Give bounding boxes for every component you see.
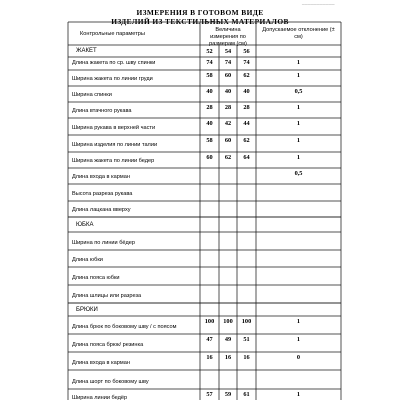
section-title: ЮБКА <box>76 221 94 228</box>
measurement-value: 40 <box>243 88 250 95</box>
measurement-value: 64 <box>243 154 250 161</box>
measurement-value: 40 <box>224 88 232 95</box>
measurement-value: 28 <box>206 104 213 111</box>
tolerance-value: 1 <box>296 104 301 111</box>
measurement-value: 62 <box>243 72 250 79</box>
measurement-value: 42 <box>224 120 232 127</box>
measurement-value: 16 <box>243 354 250 361</box>
document-title: ИЗМЕРЕНИЯ В ГОТОВОМ ВИДЕ <box>136 8 264 17</box>
parameter-label: Ширина жакета по линии груди <box>72 76 153 82</box>
measurement-value: 58 <box>206 137 213 144</box>
measurement-value: 57 <box>206 391 213 398</box>
tolerance-value: 1 <box>296 72 301 79</box>
measurement-value: 51 <box>243 336 250 343</box>
tolerance-value: 0,5 <box>294 170 303 177</box>
measurement-value: 40 <box>206 88 213 95</box>
tolerance-value: 1 <box>296 336 301 343</box>
parameter-label: Длина втачного рукава <box>72 108 132 114</box>
tolerance-value: 1 <box>296 59 301 66</box>
tolerance-value: 0 <box>296 354 301 361</box>
measurement-value: 61 <box>243 391 250 398</box>
tolerance-value: 1 <box>296 318 301 325</box>
measurement-value: 58 <box>206 72 213 79</box>
document-subtitle: ИЗДЕЛИЙ ИЗ ТЕКСТИЛЬНЫХ МАТЕРИАЛОВ <box>111 17 289 26</box>
parameter-label: Ширина изделия по линии талии <box>72 142 158 148</box>
measurement-value: 60 <box>224 72 232 79</box>
measurement-value: 16 <box>206 354 213 361</box>
parameter-label: Длина лацкана вверху <box>72 207 131 213</box>
parameter-label: Длина входа в карман <box>72 360 130 366</box>
parameter-label: Ширина жакета по линии бедер <box>72 158 155 164</box>
parameter-label: Ширина спинки <box>72 92 112 98</box>
measurement-value: 28 <box>243 104 250 111</box>
measurement-value: 60 <box>224 137 232 144</box>
parameter-label: Длина брюк по боковому шву / с поясом <box>72 324 177 330</box>
parameter-label: Длина шорт по боковому шву <box>72 379 149 385</box>
measurement-value: 40 <box>206 120 213 127</box>
measurement-value: 74 <box>243 59 250 66</box>
header-tolerance: Допускаемое отклонение (± см) <box>262 27 335 40</box>
measurement-value: 28 <box>224 104 232 111</box>
parameter-label: Высота разреза рукава <box>72 191 133 197</box>
tolerance-value: 1 <box>296 154 301 161</box>
section-title: БРЮКИ <box>76 306 98 313</box>
measurement-value: 74 <box>224 59 232 66</box>
measurement-value: 16 <box>224 354 232 361</box>
measurement-value: 44 <box>243 120 250 127</box>
measurement-value: 100 <box>204 318 215 325</box>
header-parameters: Контрольные параметры <box>80 31 145 37</box>
measurement-value: 100 <box>241 318 252 325</box>
measurement-value: 49 <box>224 336 232 343</box>
parameter-label: Длина входа в карман <box>72 174 130 180</box>
measurement-value: 47 <box>206 336 213 343</box>
tolerance-value: 1 <box>296 391 301 398</box>
parameter-label: Длина шлицы или разреза <box>72 293 142 299</box>
tolerance-value: 1 <box>296 120 301 127</box>
parameter-label: Длина пояса юбки <box>72 275 120 281</box>
parameter-label: Длина юбки <box>72 257 103 263</box>
section-title: ЖАКЕТ <box>76 48 97 54</box>
tolerance-value: 0,5 <box>294 88 303 95</box>
parameter-label: Ширина по линии бёдер <box>72 240 136 246</box>
measurement-value: 74 <box>206 59 213 66</box>
measurement-value: 60 <box>206 154 213 161</box>
size-header: 54 <box>224 47 232 55</box>
measurement-value: 62 <box>224 154 232 161</box>
parameter-label: Длина пояса брюк/ резинка <box>72 342 144 348</box>
size-header: 56 <box>243 47 250 55</box>
corner-mark: ___________ <box>302 0 335 6</box>
parameter-label: Ширина рукава в верхней части <box>72 125 156 131</box>
header-measurements: Величина измерения по размерам (см) <box>209 27 247 47</box>
parameter-label: Ширина линии бедёр <box>72 395 128 400</box>
tolerance-value: 1 <box>296 137 301 144</box>
measurement-value: 100 <box>223 318 233 325</box>
measurement-value: 59 <box>224 391 232 398</box>
measurement-value: 62 <box>243 137 250 144</box>
size-header: 52 <box>206 47 213 55</box>
parameter-label: Длина жакета по ср. шву спинки <box>72 60 156 66</box>
